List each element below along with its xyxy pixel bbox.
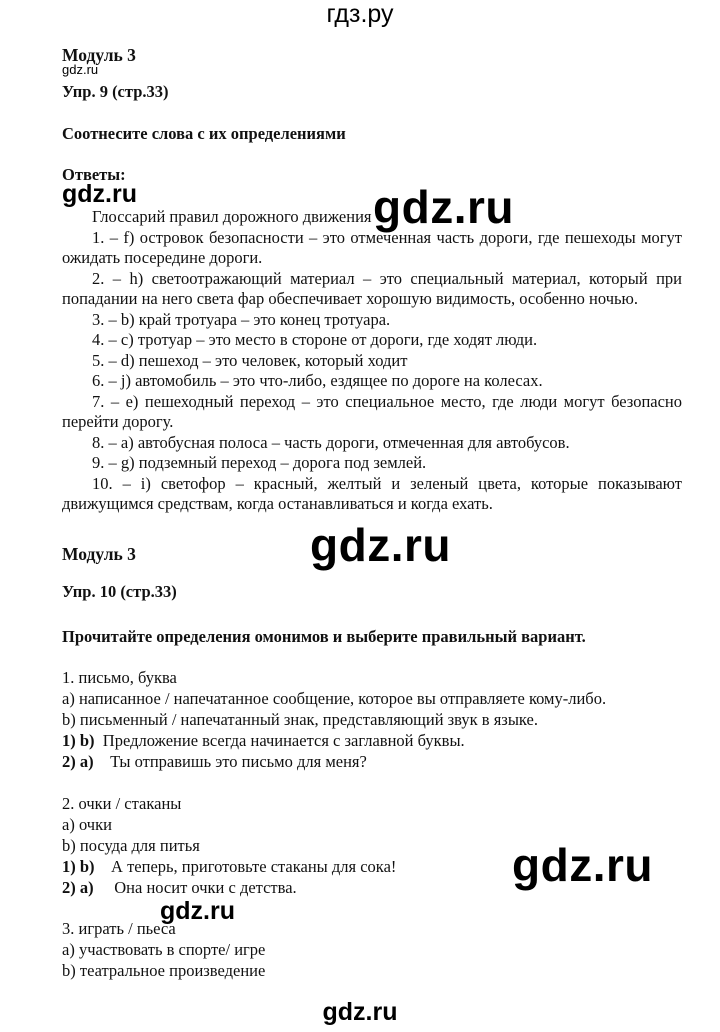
ex9-item-3: 3. – b) край тротуара – это конец тротуара. [92,309,391,329]
ex9-body [62,207,682,515]
watermark-small: gdz.ru [62,62,99,77]
watermark-big-1: gdz.ru [373,181,514,233]
ex10-task-text: Прочитайте определения омонимов и выберите правильный вариант. [62,627,586,646]
ex9-module-title: Модуль 3 [62,45,136,65]
watermark-top: гдз.ру [326,0,394,28]
ex10-header [62,544,682,602]
ex9-item-6: 6. – j) автомобиль – это что-либо, ездящее по дороге на колесах. [92,371,543,390]
ex9-item-4: 4. – c) тротуар – это место в стороне от дороги, где ходят люди. [92,330,538,349]
ex9-item-8: 8. – a) автобусная полоса – часть дороги, отмеченная для автобусов. [92,432,570,452]
definition: b) письменный / напечатанный знак, представляющий звук в языке. [62,710,538,729]
ex10-group-1 [62,667,682,772]
ex9-item-2: 2. – h) светоотражающий материал – это специальный материал, который при попадании на него света фар обеспечивает хорошую видимость, особенно ночью. [62,268,682,308]
definition: b) посуда для питья [62,836,200,855]
ex9-header [62,45,682,102]
ex9-item-1: 1. – f) островок безопасности – это отмеченная часть дороги, где пешеходы могут ожидать посередине дороги. [62,227,682,267]
watermark-bottom: gdz.ru [322,998,398,1026]
watermark-mid-1: gdz.ru [62,180,137,208]
answer-text: А теперь, приготовьте стаканы для сока! [111,857,397,876]
ex9-exercise-title: Упр. 9 (стр.33) [62,82,169,101]
answer-text: Предложение всегда начинается с заглавной буквы. [102,731,465,750]
ex10-task [62,627,682,647]
answer-key: 2) a) [62,752,94,771]
watermark-big-2: gdz.ru [310,519,451,571]
definition: a) участвовать в спорте/ игре [62,940,266,959]
answer-line [62,856,682,877]
ex9-task-text: Соотнесите слова с их определениями [62,124,346,143]
definition: b) театральное произведение [62,961,266,980]
ex9-item-7: 7. – e) пешеходный переход – это специальное место, где люди могут безопасно перейти дорогу. [62,391,682,431]
ex9-item-10: 10. – i) светофор – красный, желтый и зеленый цвета, которые показывают движущимся средствам, когда останавливаться и когда ехать. [62,473,682,513]
group-title: 3. играть / пьеса [62,919,176,938]
answer-line [62,751,682,772]
ex9-answers-label [62,165,682,185]
definition: a) написанное / напечатанное сообщение, которое вы отправляете кому-либо. [62,689,607,708]
answer-key: 2) a) [62,878,94,897]
ex10-module-title: Модуль 3 [62,544,136,564]
ex10-exercise-title: Упр. 10 (стр.33) [62,582,177,601]
answers-label: Ответы: [62,165,126,184]
ex9-task [62,124,682,144]
ex10-group-3 [62,918,682,981]
ex9-item-5: 5. – d) пешеход – это человек, который ходит [92,350,408,370]
watermark-big-3: gdz.ru [512,839,653,891]
answer-key: 1) b) [62,857,95,876]
ex9-item-9: 9. – g) подземный переход – дорога под землей. [92,453,427,472]
answer-text: Она носит очки с детства. [114,878,297,897]
watermark-mid-2: gdz.ru [160,897,235,925]
definition: a) очки [62,815,112,834]
group-title: 2. очки / стаканы [62,794,182,813]
ex10-group-2 [62,793,682,898]
glossary-title: Глоссарий правил дорожного движения [92,207,372,226]
answer-text: Ты отправишь это письмо для меня? [110,752,367,771]
answer-line [62,730,682,751]
answer-key: 1) b) [62,731,95,750]
group-title: 1. письмо, буква [62,668,177,687]
answer-line [62,877,682,898]
